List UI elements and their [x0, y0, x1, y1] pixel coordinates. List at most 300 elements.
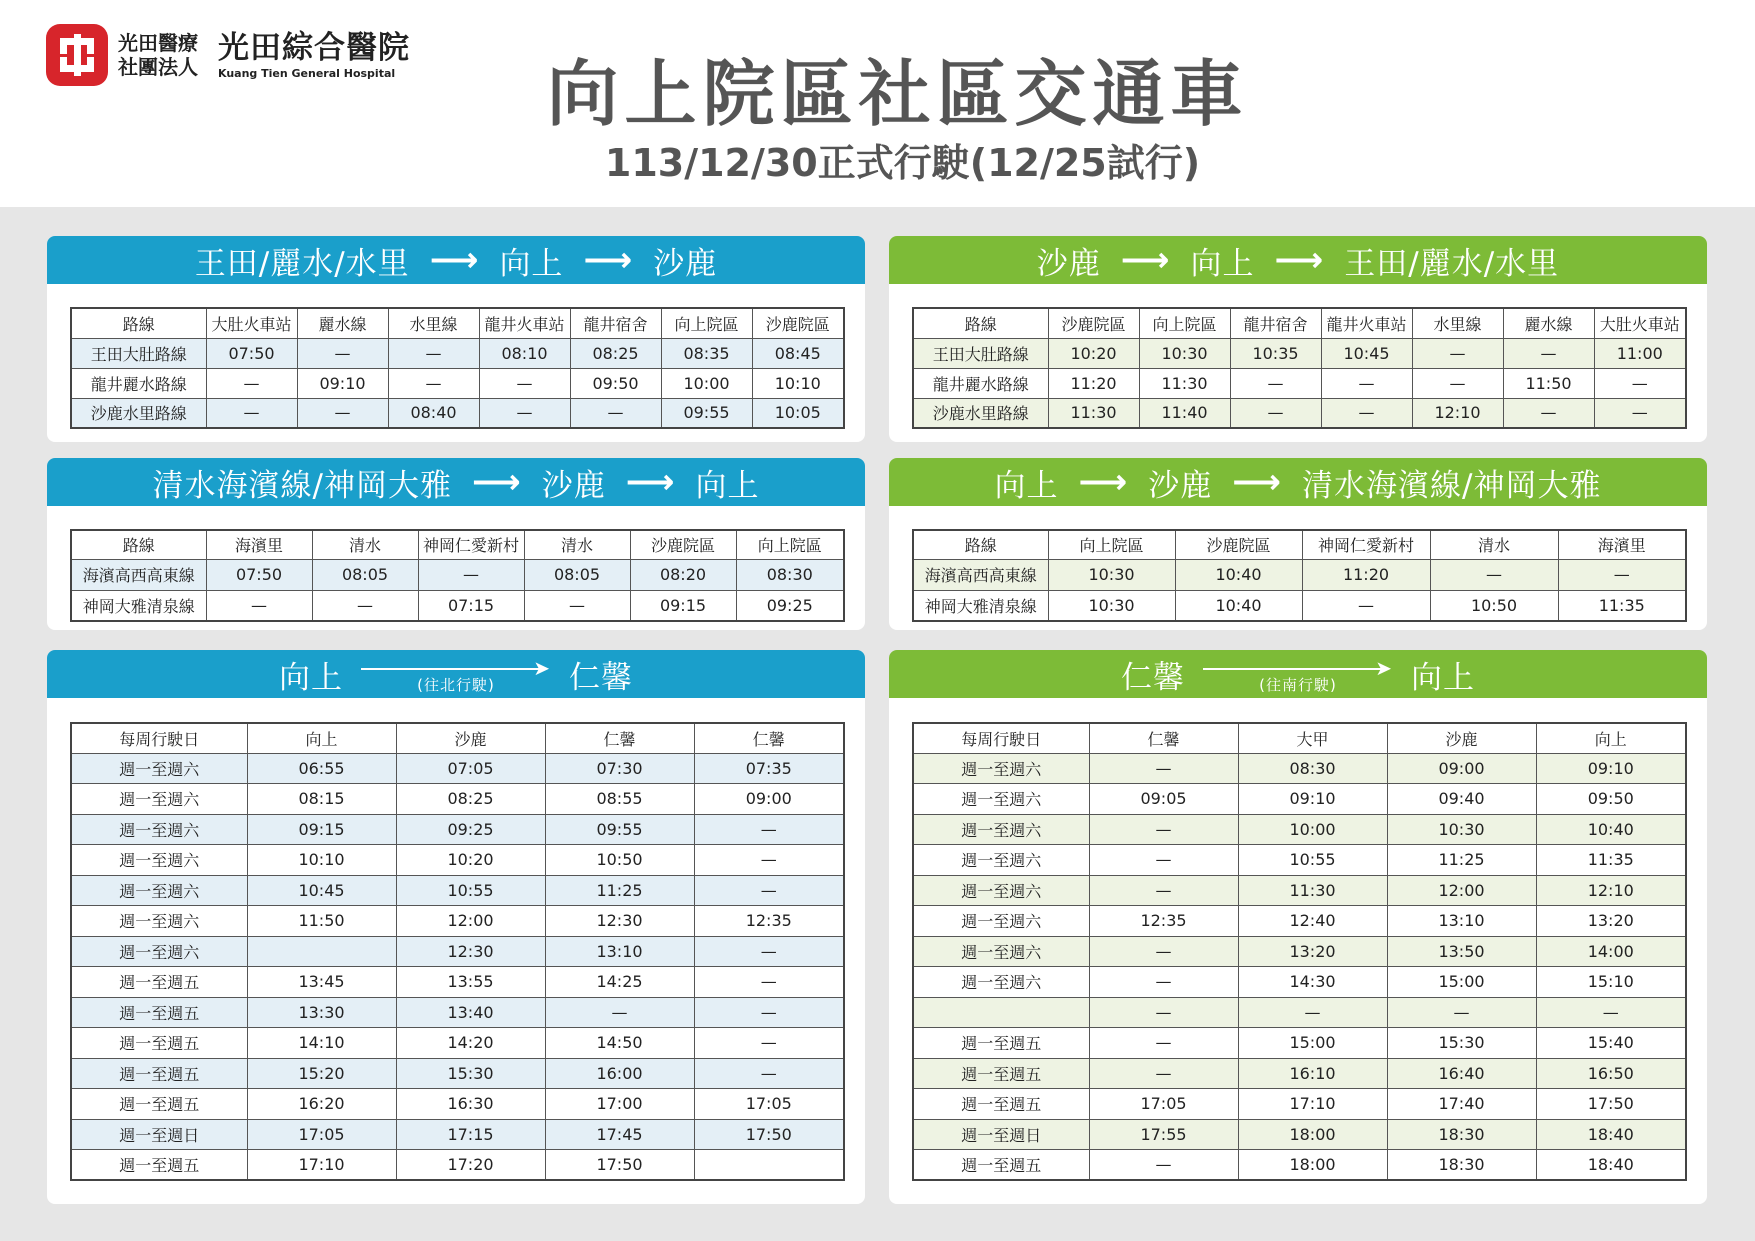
table-row	[71, 338, 844, 368]
row-label-cell: 週一至週六	[913, 936, 1089, 967]
time-cell: —	[479, 398, 570, 428]
time-cell: —	[1387, 997, 1536, 1028]
time-cell: 10:20	[1048, 338, 1139, 368]
time-cell: —	[570, 398, 661, 428]
time-cell: 14:30	[1238, 967, 1387, 998]
row-label-cell: 週一至週六	[71, 936, 247, 967]
column-header: 龍井宿舍	[1230, 308, 1321, 338]
time-cell: 08:45	[752, 338, 844, 368]
time-cell: 17:50	[1536, 1089, 1686, 1120]
time-cell: —	[479, 368, 570, 398]
row-label-cell: 週一至週六	[913, 814, 1089, 845]
long-right-arrow-icon: ➤ (往北行駛)	[361, 654, 551, 694]
time-cell: —	[1238, 997, 1387, 1028]
time-cell: 13:50	[1387, 936, 1536, 967]
time-cell: 11:30	[1048, 398, 1139, 428]
time-cell: —	[694, 936, 844, 967]
banner-destination: 向上	[695, 467, 760, 504]
table-row	[71, 1119, 844, 1150]
table-header-row	[913, 308, 1686, 338]
time-cell: —	[1230, 398, 1321, 428]
table-row	[71, 1028, 844, 1059]
time-cell: 17:15	[396, 1119, 545, 1150]
time-cell: —	[1503, 398, 1594, 428]
time-cell: 18:40	[1536, 1150, 1686, 1181]
banner-qingshui-to-xiangshang	[47, 458, 865, 506]
time-cell: 10:45	[247, 875, 396, 906]
time-cell: 10:00	[1238, 814, 1387, 845]
row-label-cell: 王田大肚路線	[913, 338, 1048, 368]
time-cell: —	[694, 997, 844, 1028]
column-header: 麗水線	[1503, 308, 1594, 338]
time-cell: 13:45	[247, 967, 396, 998]
time-cell: 16:50	[1536, 1058, 1686, 1089]
time-cell: 06:55	[247, 753, 396, 784]
column-header: 向上院區	[1139, 308, 1230, 338]
row-label-cell: 週一至週五	[71, 1150, 247, 1181]
time-cell: 18:30	[1387, 1150, 1536, 1181]
banner-renxin-to-xiangshang	[889, 650, 1707, 698]
banner-origin: 向上	[279, 659, 343, 696]
time-cell: —	[524, 590, 630, 621]
time-cell: —	[1089, 997, 1238, 1028]
time-cell: 13:10	[1387, 906, 1536, 937]
time-cell: 17:10	[247, 1150, 396, 1181]
time-cell: 09:10	[1238, 784, 1387, 815]
table-row	[71, 1089, 844, 1120]
time-cell: —	[694, 967, 844, 998]
time-cell: 11:35	[1536, 845, 1686, 876]
table-header-row	[913, 530, 1686, 559]
column-header: 路線	[913, 308, 1048, 338]
long-right-arrow-icon: ➤ (往南行駛)	[1203, 654, 1393, 694]
schedule-table-xiangshang-to-qingshui	[912, 529, 1687, 622]
time-cell: 15:30	[396, 1058, 545, 1089]
time-cell: —	[1089, 814, 1238, 845]
banner-origin: 仁馨	[1121, 659, 1185, 696]
column-header: 大甲	[1238, 723, 1387, 753]
table-row	[913, 590, 1686, 621]
column-header: 神岡仁愛新村	[418, 530, 524, 559]
table-row	[71, 936, 844, 967]
time-cell: 07:50	[206, 559, 312, 590]
time-cell: —	[1089, 967, 1238, 998]
time-cell: 10:30	[1139, 338, 1230, 368]
page-title: 向上院區社區交通車	[546, 52, 1249, 136]
table-header-row	[71, 723, 844, 753]
time-cell: 15:00	[1387, 967, 1536, 998]
time-cell: 13:55	[396, 967, 545, 998]
banner-wangtian-to-shalu	[47, 236, 865, 284]
row-label-cell: 週一至週六	[913, 845, 1089, 876]
column-header: 路線	[71, 530, 206, 559]
time-cell: 09:00	[1387, 753, 1536, 784]
time-cell: 18:00	[1238, 1119, 1387, 1150]
table-row	[913, 1119, 1686, 1150]
column-header: 海濱里	[1558, 530, 1686, 559]
time-cell: 10:35	[1230, 338, 1321, 368]
column-header: 沙鹿院區	[1175, 530, 1302, 559]
table-row	[913, 1058, 1686, 1089]
time-cell: —	[1230, 368, 1321, 398]
time-cell: 11:50	[247, 906, 396, 937]
time-cell: —	[694, 1058, 844, 1089]
column-header: 仁馨	[694, 723, 844, 753]
time-cell: 12:00	[396, 906, 545, 937]
table-row	[913, 398, 1686, 428]
time-cell: 16:40	[1387, 1058, 1536, 1089]
time-cell: 11:00	[1594, 338, 1686, 368]
row-label-cell: 週一至週六	[71, 875, 247, 906]
time-cell: 14:00	[1536, 936, 1686, 967]
banner-destination: 王田/麗水/水里	[1344, 245, 1560, 282]
row-label-cell: 週一至週五	[71, 997, 247, 1028]
table-row	[913, 845, 1686, 876]
row-label-cell: 週一至週六	[71, 906, 247, 937]
time-cell: 10:30	[1048, 590, 1175, 621]
row-label-cell: 海濱高西高東線	[913, 559, 1048, 590]
time-cell: 09:55	[661, 398, 752, 428]
time-cell: —	[206, 590, 312, 621]
time-cell: 12:00	[1387, 875, 1536, 906]
table-header-row	[913, 723, 1686, 753]
time-cell: 07:15	[418, 590, 524, 621]
time-cell: 12:30	[545, 906, 694, 937]
banner-destination: 仁馨	[569, 659, 633, 696]
column-header: 麗水線	[297, 308, 388, 338]
table-row	[71, 368, 844, 398]
table-row	[913, 875, 1686, 906]
column-header: 龍井火車站	[479, 308, 570, 338]
column-header: 龍井火車站	[1321, 308, 1412, 338]
table-row	[71, 906, 844, 937]
column-header: 水里線	[1412, 308, 1503, 338]
row-label-cell: 週一至週五	[913, 1089, 1089, 1120]
row-label-cell: 週一至週五	[913, 1150, 1089, 1181]
row-label-cell: 週一至週五	[71, 967, 247, 998]
table-row	[71, 784, 844, 815]
time-cell: 17:05	[694, 1089, 844, 1120]
time-cell: —	[1594, 368, 1686, 398]
time-cell: 12:35	[694, 906, 844, 937]
time-cell: 10:10	[247, 845, 396, 876]
time-cell: 09:05	[1089, 784, 1238, 815]
time-cell: —	[1594, 398, 1686, 428]
time-cell: —	[545, 997, 694, 1028]
row-label-cell: 神岡大雅清泉線	[913, 590, 1048, 621]
column-header: 仁馨	[1089, 723, 1238, 753]
row-label-cell: 週一至週日	[913, 1119, 1089, 1150]
time-cell: 10:50	[545, 845, 694, 876]
time-cell: 10:55	[1238, 845, 1387, 876]
schedule-table-qingshui-to-xiangshang	[70, 529, 845, 622]
time-cell: 10:55	[396, 875, 545, 906]
column-header: 清水	[1430, 530, 1558, 559]
time-cell: 09:50	[570, 368, 661, 398]
column-header: 清水	[312, 530, 418, 559]
table-row	[71, 967, 844, 998]
time-cell: 08:25	[396, 784, 545, 815]
table-header-row	[71, 308, 844, 338]
column-header: 每周行駛日	[71, 723, 247, 753]
time-cell: 13:20	[1536, 906, 1686, 937]
time-cell: 10:00	[661, 368, 752, 398]
column-header: 海濱里	[206, 530, 312, 559]
column-header: 沙鹿院區	[1048, 308, 1139, 338]
row-label-cell: 神岡大雅清泉線	[71, 590, 206, 621]
table-row	[71, 1150, 844, 1181]
time-cell: 09:15	[630, 590, 736, 621]
right-arrow-icon: ⟶	[429, 240, 480, 280]
table-row	[71, 997, 844, 1028]
row-label-cell: 週一至週五	[913, 1028, 1089, 1059]
table-row	[71, 590, 844, 621]
time-cell: 10:30	[1387, 814, 1536, 845]
banner-xiangshang-to-qingshui	[889, 458, 1707, 506]
time-cell: 11:25	[545, 875, 694, 906]
table-row	[913, 338, 1686, 368]
time-cell: 14:10	[247, 1028, 396, 1059]
table-row	[71, 814, 844, 845]
time-cell: 09:50	[1536, 784, 1686, 815]
time-cell: 09:10	[1536, 753, 1686, 784]
page-subtitle: 113/12/30正式行駛(12/25試行)	[604, 141, 1201, 185]
row-label-cell: 週一至週六	[913, 875, 1089, 906]
time-cell: 17:10	[1238, 1089, 1387, 1120]
row-label-cell	[913, 997, 1089, 1028]
right-arrow-icon: ⟶	[1078, 462, 1129, 502]
time-cell: 17:55	[1089, 1119, 1238, 1150]
time-cell: —	[694, 1028, 844, 1059]
banner-direction-note: (往南行駛)	[1259, 676, 1337, 694]
time-cell: 15:00	[1238, 1028, 1387, 1059]
time-cell: 17:40	[1387, 1089, 1536, 1120]
time-cell: 13:40	[396, 997, 545, 1028]
table-row	[71, 753, 844, 784]
time-cell: —	[1089, 1058, 1238, 1089]
page-header	[0, 0, 1755, 207]
schedule-table-renxin-to-xiangshang	[912, 722, 1687, 1181]
banner-origin: 沙鹿	[1036, 245, 1101, 282]
time-cell: 17:45	[545, 1119, 694, 1150]
column-header: 水里線	[388, 308, 479, 338]
time-cell: 08:20	[630, 559, 736, 590]
row-label-cell: 王田大肚路線	[71, 338, 206, 368]
time-cell: —	[1089, 936, 1238, 967]
time-cell: 14:25	[545, 967, 694, 998]
time-cell: 08:30	[1238, 753, 1387, 784]
time-cell: 11:20	[1302, 559, 1430, 590]
right-arrow-icon: ⟶	[583, 240, 634, 280]
logo-small-line1: 光田醫療	[118, 30, 198, 55]
time-cell: 16:10	[1238, 1058, 1387, 1089]
time-cell: 15:30	[1387, 1028, 1536, 1059]
banner-destination: 向上	[1411, 659, 1475, 696]
table-row	[913, 936, 1686, 967]
time-cell: 12:35	[1089, 906, 1238, 937]
time-cell: —	[418, 559, 524, 590]
time-cell: 16:30	[396, 1089, 545, 1120]
row-label-cell: 龍井麗水路線	[71, 368, 206, 398]
right-arrow-icon: ⟶	[625, 462, 676, 502]
time-cell: 11:30	[1238, 875, 1387, 906]
time-cell: 11:30	[1139, 368, 1230, 398]
time-cell: —	[388, 338, 479, 368]
banner-origin: 王田/麗水/水里	[194, 245, 410, 282]
logo-english-name: Kuang Tien General Hospital	[218, 66, 396, 80]
time-cell: 13:20	[1238, 936, 1387, 967]
time-cell: 16:00	[545, 1058, 694, 1089]
row-label-cell: 龍井麗水路線	[913, 368, 1048, 398]
banner-destination: 清水海濱線/神岡大雅	[1302, 467, 1602, 504]
time-cell: 18:30	[1387, 1119, 1536, 1150]
time-cell: 08:40	[388, 398, 479, 428]
time-cell: 10:40	[1536, 814, 1686, 845]
banner-origin: 向上	[994, 467, 1059, 504]
column-header: 路線	[913, 530, 1048, 559]
right-arrow-icon: ⟶	[471, 462, 522, 502]
time-cell: —	[1302, 590, 1430, 621]
time-cell: —	[1089, 845, 1238, 876]
time-cell: —	[1536, 997, 1686, 1028]
row-label-cell: 沙鹿水里路線	[913, 398, 1048, 428]
banner-via: 沙鹿	[541, 467, 606, 504]
time-cell: —	[1412, 338, 1503, 368]
time-cell: 11:35	[1558, 590, 1686, 621]
column-header: 大肚火車站	[206, 308, 297, 338]
time-cell: —	[1089, 875, 1238, 906]
time-cell: 17:05	[1089, 1089, 1238, 1120]
time-cell: 11:25	[1387, 845, 1536, 876]
time-cell: 12:10	[1536, 875, 1686, 906]
row-label-cell: 週一至週六	[913, 906, 1089, 937]
time-cell: —	[297, 338, 388, 368]
column-header: 向上院區	[1048, 530, 1175, 559]
time-cell: 15:10	[1536, 967, 1686, 998]
time-cell: —	[1503, 338, 1594, 368]
time-cell	[247, 936, 396, 967]
row-label-cell: 沙鹿水里路線	[71, 398, 206, 428]
banner-via: 向上	[1190, 245, 1255, 282]
time-cell: 10:10	[752, 368, 844, 398]
time-cell: 09:00	[694, 784, 844, 815]
table-row	[913, 559, 1686, 590]
row-label-cell: 週一至週六	[913, 967, 1089, 998]
time-cell: —	[694, 875, 844, 906]
table-row	[71, 1058, 844, 1089]
time-cell: —	[206, 368, 297, 398]
column-header: 沙鹿院區	[630, 530, 736, 559]
time-cell: 17:50	[545, 1150, 694, 1181]
time-cell: 18:40	[1536, 1119, 1686, 1150]
time-cell: 14:50	[545, 1028, 694, 1059]
table-row	[913, 753, 1686, 784]
time-cell: 12:10	[1412, 398, 1503, 428]
time-cell: 18:00	[1238, 1150, 1387, 1181]
time-cell: 07:05	[396, 753, 545, 784]
banner-shalu-to-wangtian	[889, 236, 1707, 284]
table-row	[71, 845, 844, 876]
time-cell: —	[1558, 559, 1686, 590]
time-cell: 08:05	[524, 559, 630, 590]
time-cell: 17:00	[545, 1089, 694, 1120]
row-label-cell: 週一至週五	[913, 1058, 1089, 1089]
time-cell: 08:05	[312, 559, 418, 590]
time-cell: 10:30	[1048, 559, 1175, 590]
time-cell: 09:55	[545, 814, 694, 845]
column-header: 向上院區	[661, 308, 752, 338]
table-row	[71, 875, 844, 906]
time-cell: —	[694, 845, 844, 876]
column-header: 每周行駛日	[913, 723, 1089, 753]
right-arrow-icon: ⟶	[1274, 240, 1325, 280]
time-cell: —	[206, 398, 297, 428]
column-header: 向上	[1536, 723, 1686, 753]
time-cell: —	[1321, 398, 1412, 428]
time-cell: 10:45	[1321, 338, 1412, 368]
time-cell: 08:10	[479, 338, 570, 368]
table-row	[913, 997, 1686, 1028]
time-cell: 08:55	[545, 784, 694, 815]
time-cell: 16:20	[247, 1089, 396, 1120]
table-row	[913, 1150, 1686, 1181]
column-header: 向上院區	[736, 530, 844, 559]
time-cell: —	[694, 814, 844, 845]
column-header: 神岡仁愛新村	[1302, 530, 1430, 559]
table-row	[71, 559, 844, 590]
time-cell: 11:20	[1048, 368, 1139, 398]
time-cell: —	[1089, 1150, 1238, 1181]
time-cell: —	[1089, 1028, 1238, 1059]
column-header: 清水	[524, 530, 630, 559]
time-cell: 09:25	[396, 814, 545, 845]
time-cell: 17:20	[396, 1150, 545, 1181]
row-label-cell: 週一至週六	[913, 753, 1089, 784]
row-label-cell: 週一至週六	[71, 845, 247, 876]
banner-via: 沙鹿	[1148, 467, 1213, 504]
time-cell: —	[1089, 753, 1238, 784]
time-cell: 17:05	[247, 1119, 396, 1150]
time-cell: 10:50	[1430, 590, 1558, 621]
schedule-table-shalu-to-wangtian	[912, 307, 1687, 429]
column-header: 沙鹿院區	[752, 308, 844, 338]
banner-xiangshang-to-renxin	[47, 650, 865, 698]
column-header: 沙鹿	[1387, 723, 1536, 753]
column-header: 路線	[71, 308, 206, 338]
time-cell: —	[1430, 559, 1558, 590]
time-cell: 07:30	[545, 753, 694, 784]
time-cell: —	[388, 368, 479, 398]
banner-direction-note: (往北行駛)	[417, 676, 495, 694]
time-cell: 10:05	[752, 398, 844, 428]
time-cell: 12:30	[396, 936, 545, 967]
time-cell: 11:50	[1503, 368, 1594, 398]
time-cell: 10:40	[1175, 559, 1302, 590]
column-header: 大肚火車站	[1594, 308, 1686, 338]
column-header: 仁馨	[545, 723, 694, 753]
table-header-row	[71, 530, 844, 559]
row-label-cell: 週一至週六	[71, 814, 247, 845]
right-arrow-icon: ⟶	[1120, 240, 1171, 280]
banner-destination: 沙鹿	[653, 245, 718, 282]
row-label-cell: 週一至週五	[71, 1028, 247, 1059]
logo-hospital-name: 光田綜合醫院	[218, 29, 410, 66]
row-label-cell: 週一至週六	[913, 784, 1089, 815]
row-label-cell: 週一至週日	[71, 1119, 247, 1150]
column-header: 龍井宿舍	[570, 308, 661, 338]
time-cell: —	[312, 590, 418, 621]
time-cell: 07:35	[694, 753, 844, 784]
